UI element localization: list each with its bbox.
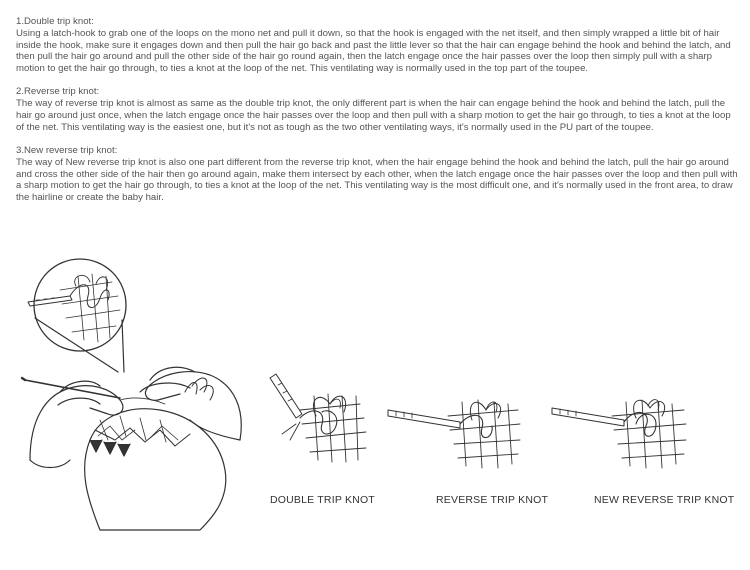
section-body: The way of reverse trip knot is almost as same as the double trip knot, the only different part is when the hair can engage behind the hook and behind the latch, pull the hair go around just once, when the latch engage once the hair passes over the loop and then pull with a sharp motion to get the hair go through, to ties a knot at the loop of the net. This ventilating way is the easiest one, but it's not as tough as the two other ventilating ways, it's normally used in the PU part of the toupee. [16, 98, 731, 133]
section-title: 3.New reverse trip knot: [16, 145, 118, 157]
caption-new-reverse-trip-knot: NEW REVERSE TRIP KNOT [594, 494, 735, 506]
reverse-trip-knot-illustration [388, 400, 520, 468]
caption-double-trip-knot: DOUBLE TRIP KNOT [270, 494, 375, 506]
new-reverse-trip-knot-illustration [552, 400, 686, 468]
section-double-trip-knot [16, 16, 738, 74]
section-body: The way of New reverse trip knot is also one part different from the reverse trip knot, when the hair engage behind the hook and behind the latch, pull the hair go around and cross the other side of the hair then go around again, make them intersect by each other, when the latch engage once the hair passes over the loop and then pull with a sharp motion to get the hair go through, to ties a knot at the loop of the net. This ventilating way is the most difficult one, and it's normally used in the front area, to draw the hairline or create the baby hair. [16, 157, 738, 203]
section-title: 2.Reverse trip knot: [16, 86, 100, 98]
caption-reverse-trip-knot: REVERSE TRIP KNOT [436, 494, 549, 506]
section-new-reverse-trip-knot [16, 145, 738, 203]
instructions-text [16, 16, 738, 216]
knot-illustrations [0, 255, 750, 555]
hands-head-illustration [22, 259, 241, 530]
section-reverse-trip-knot [16, 86, 738, 133]
double-trip-knot-illustration [270, 374, 366, 462]
section-body: Using a latch-hook to grab one of the loops on the mono net and pull it down, so that the hook is engaged with the net itself, and then simply wrapped a little bit of hair inside the hook, make sure it engages down and then pull the hair go back and past the little lever so that the hair can engage behind the hook and behind the latch, and then pull the hair go around and pull the other side of the hair go round again, then the latch engage once the hair passes over the loop then simply pull with a sharp motion to get the hair go through, to ties a knot at the loop of the net. This ventilating way is normally used in the top part of the toupee. [16, 28, 731, 74]
section-title: 1.Double trip knot: [16, 16, 94, 27]
